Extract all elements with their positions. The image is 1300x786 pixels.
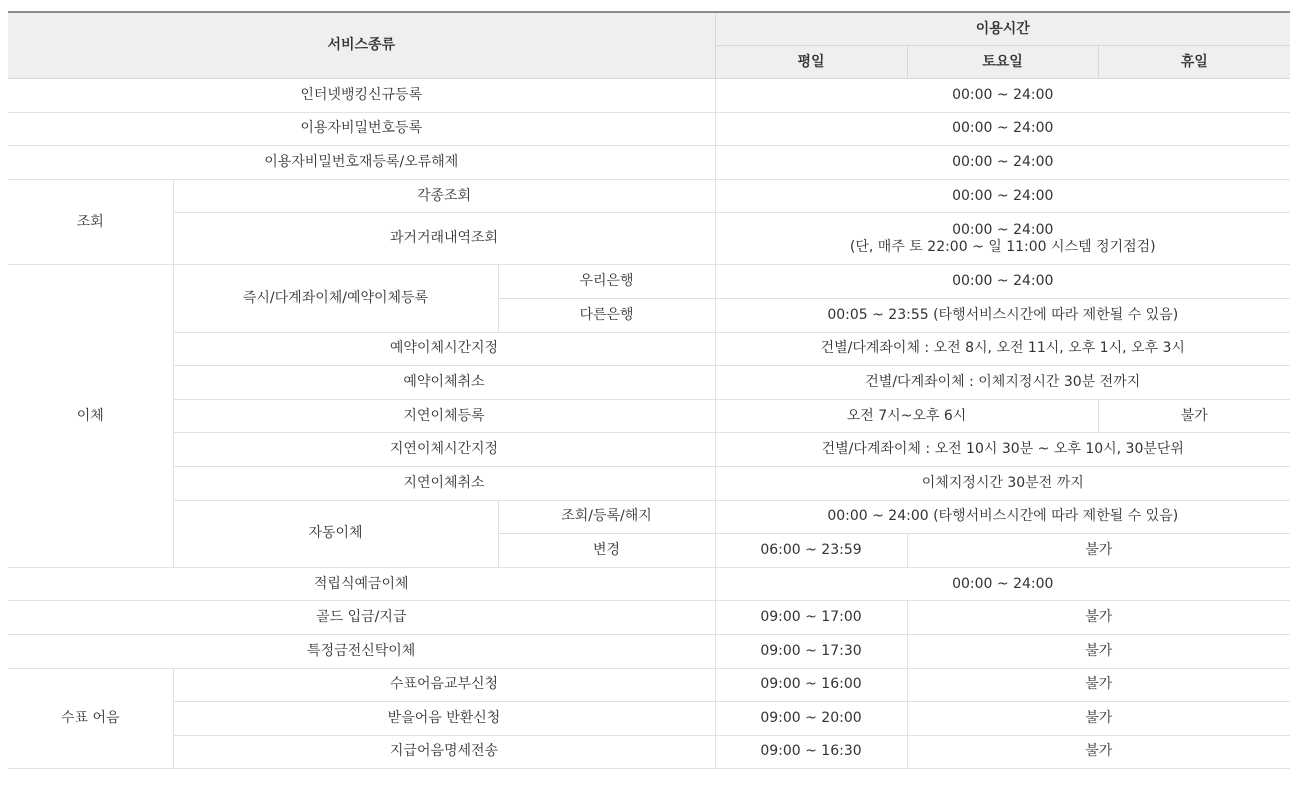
weekday-time: 09:00 ~ 16:30 [715, 735, 907, 769]
sub-service-name: 조회/등록/해지 [498, 500, 715, 534]
weekday-time: 09:00 ~ 16:00 [715, 668, 907, 702]
service-hours-table-wrapper [8, 11, 1290, 769]
service-name: 받을어음 반환신청 [173, 702, 715, 736]
table-row [8, 79, 1290, 113]
service-time: 00:00 ~ 24:00 [715, 146, 1290, 180]
table-row [8, 366, 1290, 400]
table-row [8, 735, 1290, 769]
service-time: 00:00 ~ 24:00 [715, 179, 1290, 213]
service-name: 수표어음교부신청 [173, 668, 715, 702]
service-name: 지연이체취소 [173, 466, 715, 500]
service-name: 각종조회 [173, 179, 715, 213]
group-label-transfer: 이체 [8, 265, 173, 567]
service-name: 지급어음명세전송 [173, 735, 715, 769]
service-time: 오전 7시~오후 6시 [715, 399, 1098, 433]
service-name: 지연이체등록 [173, 399, 715, 433]
weekday-time: 09:00 ~ 20:00 [715, 702, 907, 736]
service-time: 건별/다계좌이체 : 오전 10시 30분 ~ 오후 10시, 30분단위 [715, 433, 1290, 467]
service-time: 이체지정시간 30분전 까지 [715, 466, 1290, 500]
service-time: 건별/다계좌이체 : 오전 8시, 오전 11시, 오후 1시, 오후 3시 [715, 332, 1290, 366]
weekday-time: 06:00 ~ 23:59 [715, 534, 907, 568]
table-row [8, 112, 1290, 146]
table-row [8, 146, 1290, 180]
header-holiday: 휴일 [1098, 46, 1290, 79]
group-label-bills: 수표 어음 [8, 668, 173, 769]
service-time: 00:00 ~ 24:00 [715, 265, 1290, 299]
table-row [8, 500, 1290, 534]
service-time: 00:00 ~ 24:00 [715, 112, 1290, 146]
service-time: 00:00 ~ 24:00 [952, 221, 1054, 238]
header-saturday: 토요일 [907, 46, 1098, 79]
service-name: 자동이체 [173, 500, 498, 567]
weekend-holiday-time: 불가 [907, 735, 1290, 769]
service-name: 적립식예금이체 [8, 567, 715, 601]
table-row [8, 466, 1290, 500]
table-row [8, 668, 1290, 702]
weekend-holiday-time: 불가 [907, 601, 1290, 635]
holiday-time: 불가 [1098, 399, 1290, 433]
service-time: 건별/다계좌이체 : 이체지정시간 30분 전까지 [715, 366, 1290, 400]
weekend-holiday-time: 불가 [907, 634, 1290, 668]
table-row [8, 567, 1290, 601]
service-time-note: (단, 매주 토 22:00 ~ 일 11:00 시스템 정기점검) [849, 238, 1156, 255]
weekend-holiday-time: 불가 [907, 534, 1290, 568]
table-row [8, 213, 1290, 265]
sub-service-name: 우리은행 [498, 265, 715, 299]
service-name: 특정금전신탁이체 [8, 634, 715, 668]
weekday-time: 09:00 ~ 17:00 [715, 601, 907, 635]
service-name: 골드 입금/지급 [8, 601, 715, 635]
table-row [8, 179, 1290, 213]
header-weekday: 평일 [715, 46, 907, 79]
service-name: 인터넷뱅킹신규등록 [8, 79, 715, 113]
sub-service-name: 변경 [498, 534, 715, 568]
service-name: 과거거래내역조회 [173, 213, 715, 265]
header-service-type: 서비스종류 [8, 12, 715, 79]
table-row [8, 601, 1290, 635]
sub-service-name: 다른은행 [498, 298, 715, 332]
weekend-holiday-time: 불가 [907, 668, 1290, 702]
weekend-holiday-time: 불가 [907, 702, 1290, 736]
service-time: 00:05 ~ 23:55 (타행서비스시간에 따라 제한될 수 있음) [715, 298, 1290, 332]
table-row [8, 265, 1290, 299]
service-name: 즉시/다계좌이체/예약이체등록 [173, 265, 498, 332]
service-name: 지연이체시간지정 [173, 433, 715, 467]
service-time-cell [715, 213, 1290, 265]
table-row [8, 702, 1290, 736]
table-row [8, 399, 1290, 433]
table-row [8, 332, 1290, 366]
service-time: 00:00 ~ 24:00 (타행서비스시간에 따라 제한될 수 있음) [715, 500, 1290, 534]
table-row [8, 433, 1290, 467]
group-label-inquiry: 조회 [8, 179, 173, 265]
weekday-time: 09:00 ~ 17:30 [715, 634, 907, 668]
service-name: 예약이체시간지정 [173, 332, 715, 366]
service-name: 예약이체취소 [173, 366, 715, 400]
service-name: 이용자비밀번호등록 [8, 112, 715, 146]
service-name: 이용자비밀번호재등록/오류해제 [8, 146, 715, 180]
header-usage-time: 이용시간 [715, 12, 1290, 46]
service-time: 00:00 ~ 24:00 [715, 567, 1290, 601]
service-time: 00:00 ~ 24:00 [715, 79, 1290, 113]
table-row [8, 634, 1290, 668]
service-hours-table [8, 11, 1290, 769]
